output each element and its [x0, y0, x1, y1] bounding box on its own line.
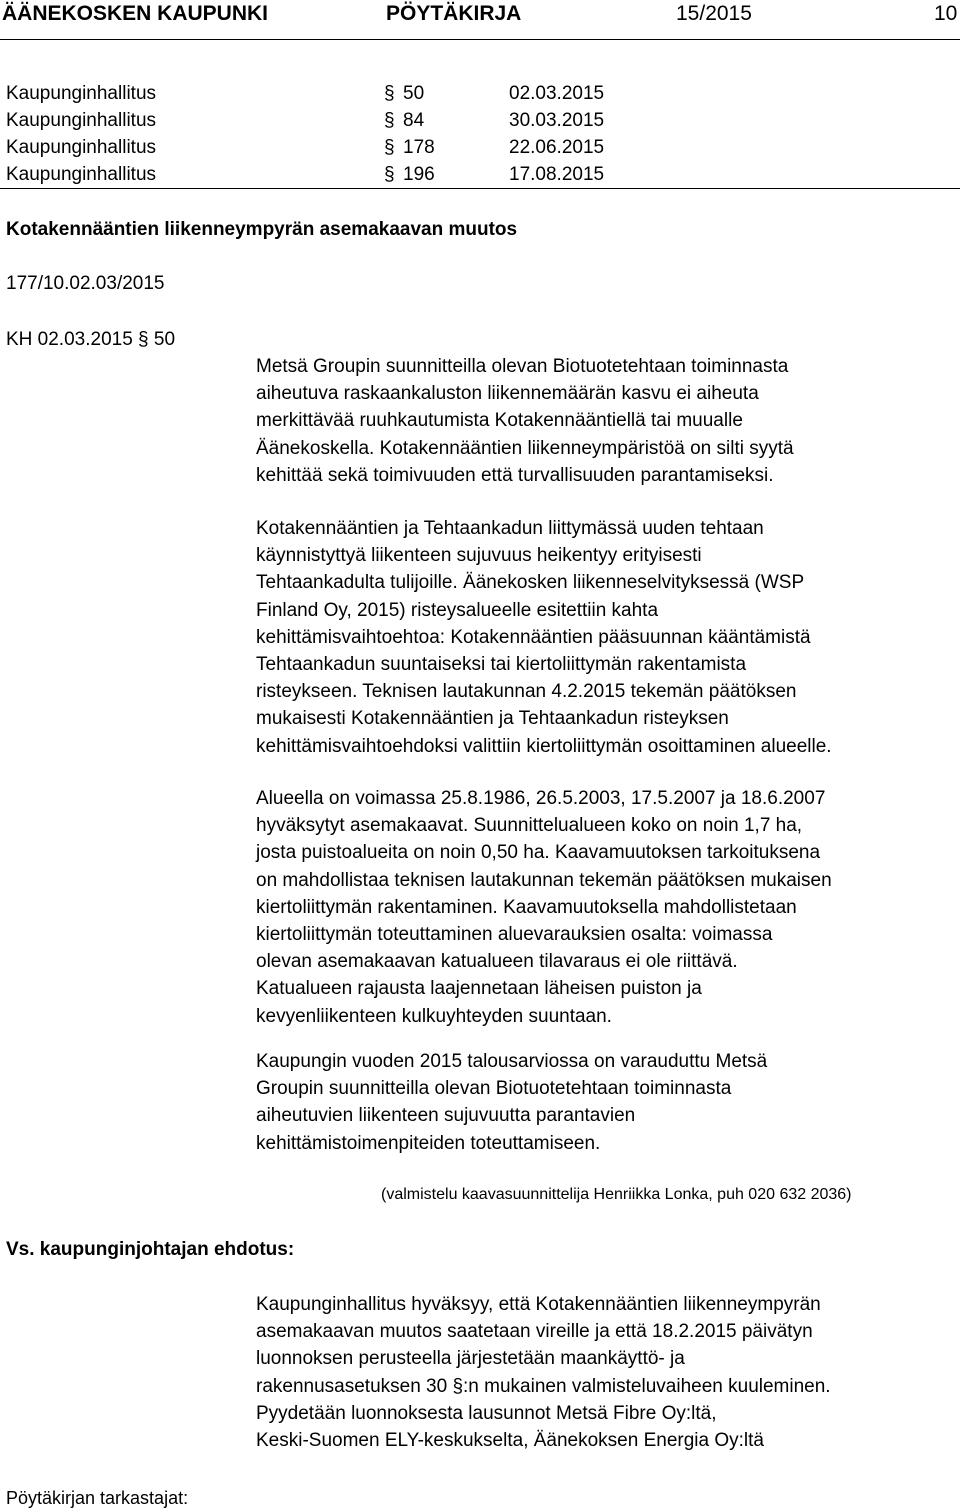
meeting-date: 02.03.2015 [509, 83, 605, 104]
text-line: Keski-Suomen ELY-keskukselta, Äänekoksen Energia Oy:ltä [256, 1430, 764, 1452]
text-line: olevan asemakaavan katualueen tilavaraus ei ole riittävä. [256, 951, 738, 973]
section-sign-icon: § [384, 137, 395, 158]
meeting-section: 196 [403, 164, 435, 185]
footer-inspectors-label: Pöytäkirjan tarkastajat: [6, 1488, 189, 1508]
text-line: Finland Oy, 2015) risteysalueelle esitettiin kahta [256, 599, 659, 621]
text-line: Groupin suunnitteilla olevan Biotuotetehtaan toiminnasta [256, 1078, 732, 1100]
document-number: 15/2015 [676, 2, 752, 25]
text-line: Pyydetään luonnoksesta lausunnot Metsä Fibre Oy:ltä, [256, 1402, 717, 1424]
meeting-section: 84 [403, 110, 425, 131]
meeting-body: Kaupunginhallitus [6, 137, 157, 158]
proposal-text [256, 1291, 956, 1454]
preparer-note: (valmistelu kaavasuunnittelija Henriikka Lonka, puh 020 632 2036) [381, 1186, 852, 1203]
text-line: kiertoliittymän rakentaminen. Kaavamuutoksella mahdollistetaan [256, 896, 797, 918]
organization-name: ÄÄNEKOSKEN KAUPUNKI [2, 2, 269, 25]
meeting-date: 17.08.2015 [509, 164, 605, 185]
section-sign-icon: § [384, 110, 395, 131]
text-line: risteykseen. Teknisen lautakunnan 4.2.2015 tekemän päätöksen [256, 681, 797, 703]
text-line: kehittämistoimenpiteiden toteuttamiseen. [256, 1132, 601, 1154]
text-line: kiertoliittymän toteuttaminen aluevarauksien osalta: voimassa [256, 924, 773, 946]
kh-reference [6, 329, 175, 351]
text-line: käynnistyttyä liikenteen sujuvuus heikentyy erityisesti [256, 545, 702, 567]
paragraph-1 [256, 353, 956, 489]
text-line: asemakaavan muutos saatetaan vireille ja että 18.2.2015 päivätyn [256, 1321, 813, 1343]
section-sign-icon: § [138, 329, 149, 350]
text-line: Äänekoskella. Kotakennääntien liikenneympäristöä on silti syytä [256, 437, 794, 459]
text-line: Kotakennääntien ja Tehtaankadun liittymässä uuden tehtaan [256, 518, 764, 539]
text-line: Kaupunginhallitus hyväksyy, että Kotakennääntien liikenneympyrän [256, 1294, 821, 1315]
text-line: aiheutuvien liikenteen sujuvuutta parantavien [256, 1105, 636, 1127]
text-line: Alueella on voimassa 25.8.1986, 26.5.2003, 17.5.2007 ja 18.6.2007 [256, 788, 826, 809]
references-divider [0, 188, 960, 189]
text-line: kehittämisvaihtoehdoksi valittiin kiertoliittymän osoittaminen alueelle. [256, 735, 832, 757]
text-line: kevyenliikenteen kulkuyhteyden suuntaan. [256, 1005, 612, 1027]
header-divider [0, 39, 960, 40]
text-line: kehittämisvaihtoehtoa: Kotakennääntien pääsuunnan kääntämistä [256, 626, 811, 648]
meeting-section: 178 [403, 137, 435, 158]
text-line: Katualueen rajausta laajennetaan läheisen puiston ja [256, 978, 702, 1000]
text-line: kehittää sekä toimivuuden että turvallisuuden parantamiseksi. [256, 464, 774, 486]
document-title: Kotakennääntien liikenneympyrän asemakaavan muutos [6, 219, 518, 240]
text-line: mukaisesti Kotakennääntien ja Tehtaankadun risteyksen [256, 708, 729, 730]
meeting-body: Kaupunginhallitus [6, 164, 157, 185]
text-line: luonnoksen perusteella järjestetään maankäyttö- ja [256, 1348, 685, 1370]
text-line: aiheutuva raskaankaluston liikennemäärän kasvu ei aiheuta [256, 383, 759, 405]
text-line: merkittävää ruuhkautumista Kotakennääntiellä tai muualle [256, 410, 743, 432]
paragraph-2 [256, 515, 956, 760]
document-type: PÖYTÄKIRJA [386, 2, 522, 25]
kh-reference-section: 50 [153, 329, 176, 350]
record-id: 177/10.02.03/2015 [6, 273, 165, 294]
text-line: Tehtaankadulta tulijoille. Äänekosken liikenneselvityksessä (WSP [256, 572, 805, 594]
section-sign-icon: § [384, 83, 395, 104]
meeting-body: Kaupunginhallitus [6, 83, 157, 104]
text-line: on mahdollistaa teknisen lautakunnan tekemän päätöksen mukaisen [256, 869, 832, 891]
page-number: 10 [934, 2, 958, 25]
text-line: hyväksytyt asemakaavat. Suunnittelualueen koko on noin 1,7 ha, [256, 815, 803, 837]
text-line: Metsä Groupin suunnitteilla olevan Biotuotetehtaan toiminnasta [256, 356, 789, 377]
proposal-label: Vs. kaupunginjohtajan ehdotus: [6, 1239, 295, 1260]
meeting-body: Kaupunginhallitus [6, 110, 157, 131]
paragraph-4 [256, 1048, 956, 1157]
meeting-date: 30.03.2015 [509, 110, 605, 131]
text-line: josta puistoalueita on noin 0,50 ha. Kaavamuutoksen tarkoituksena [256, 842, 821, 864]
paragraph-3 [256, 785, 956, 1030]
section-sign-icon: § [384, 164, 395, 185]
text-line: rakennusasetuksen 30 §:n mukainen valmisteluvaiheen kuuleminen. [256, 1375, 831, 1397]
text-line: Kaupungin vuoden 2015 talousarviossa on varauduttu Metsä [256, 1051, 768, 1072]
meeting-section: 50 [403, 83, 425, 104]
text-line: Tehtaankadun suuntaiseksi tai kiertoliittymän rakentamista [256, 654, 747, 676]
meeting-date: 22.06.2015 [509, 137, 605, 158]
kh-reference-label: KH 02.03.2015 [6, 329, 133, 350]
